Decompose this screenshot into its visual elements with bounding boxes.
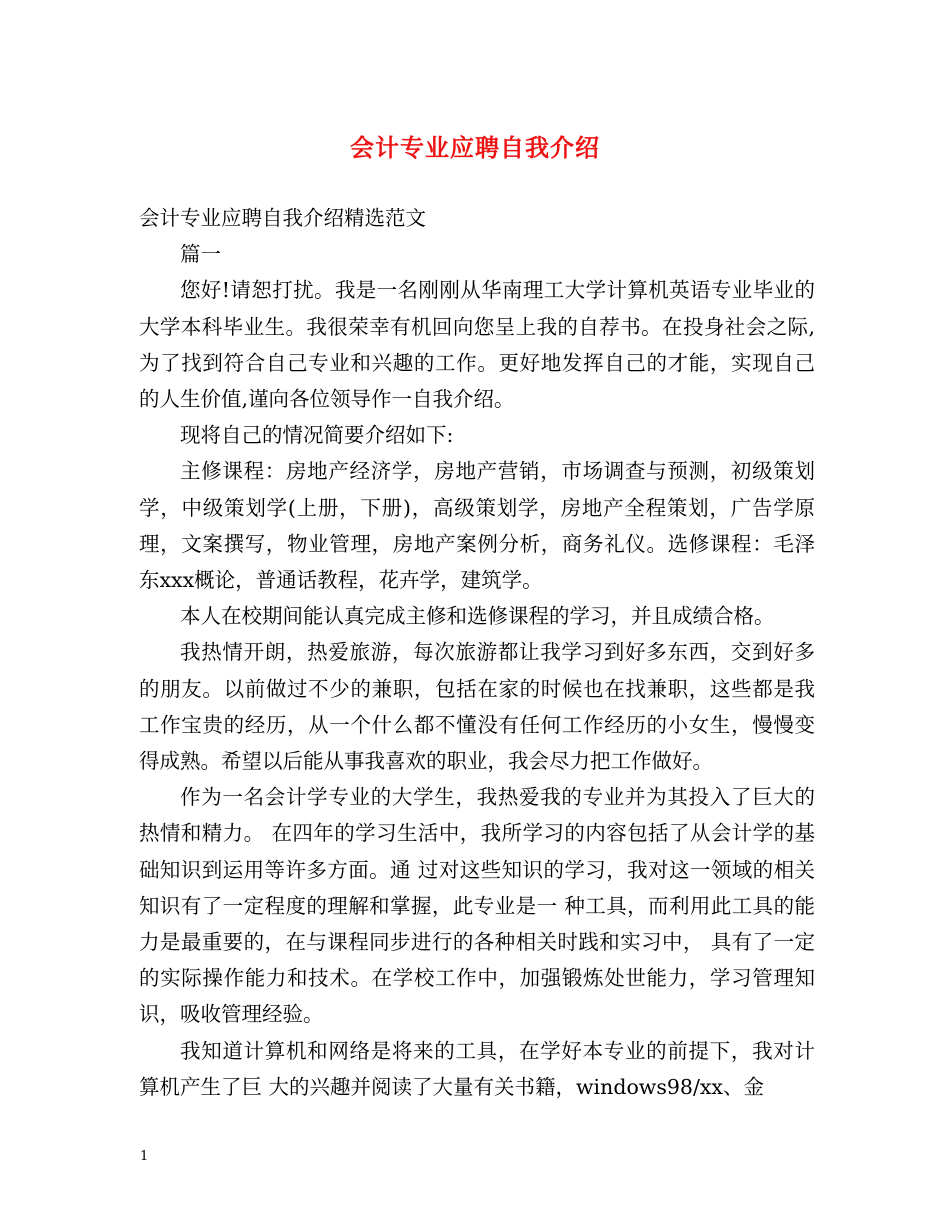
paragraph-computer: 我知道计算机和网络是将来的工具，在学好本专业的前提下，我对计算机产生了巨 大的兴趣并阅读了大量有关书籍，windows98/xx、金 [139,1038,815,1099]
paragraph-grades: 本人在校期间能认真完成主修和选修课程的学习，并且成绩合格。 [180,604,775,629]
paragraph-intro: 现将自己的情况简要介绍如下: [180,423,454,448]
page-number: 1 [140,1149,149,1164]
paragraph-courses: 主修课程：房地产经济学，房地产营销，市场调查与预测，初级策划学，中级策划学(上册，下册)，高级策划学，房地产全程策划，广告学原理，文案撰写，物业管理，房地产案例分析，商务礼仪。选修课程：毛泽东xxx概论，普通话教程，花卉学，建筑学。 [139,459,815,593]
paragraph-personality: 我热情开朗，热爱旅游，每次旅游都让我学习到好多东西，交到好多的朋友。以前做过不少的兼职，包括在家的时候也在找兼职，这些都是我工作宝贵的经历，从一个什么都不懂没有任何工作经历的小女生，慢慢变得成熟。希望以后能从事我喜欢的职业，我会尽力把工作做好。 [139,640,815,774]
document-body [139,200,815,1105]
document-title: 会计专业应聘自我介绍 [350,134,600,162]
document-subtitle: 会计专业应聘自我介绍精选范文 [139,206,426,230]
section-label: 篇一 [180,242,221,267]
paragraph-greeting: 您好!请恕打扰。我是一名刚刚从华南理工大学计算机英语专业毕业的大学本科毕业生。我很荣幸有机回向您呈上我的自荐书。在投身社会之际,为了找到符合自己专业和兴趣的工作。更好地发挥自己的才能，实现自己的人生价值,谨向各位领导作一自我介绍。 [139,278,815,412]
paragraph-accounting: 作为一名会计学专业的大学生，我热爱我的专业并为其投入了巨大的热情和精力。 在四年的学习生活中，我所学习的内容包括了从会计学的基础知识到运用等许多方面。通 过对这些知识的学习，我对这一领域的相关知识有了一定程度的理解和掌握，此专业是一 种工具，而利用此工具的能力是最重要的，在与课程同步进行的各种相关时践和实习中， 具有了一定的实际操作能力和技术。在学校工作中，加强锻炼处世能力，学习管理知识，吸收管理经验。 [139,785,815,1027]
